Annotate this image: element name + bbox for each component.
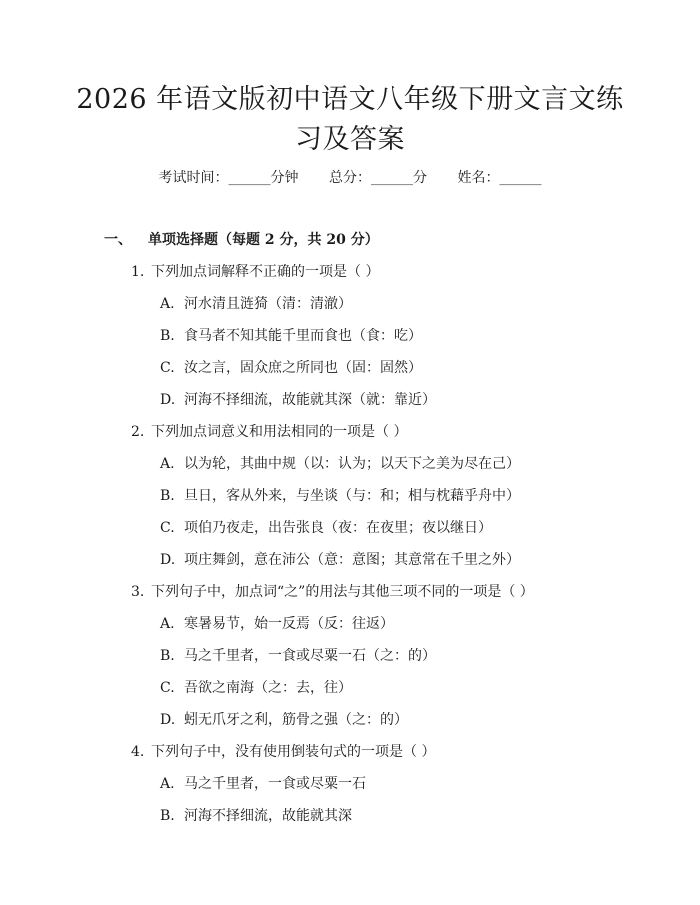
option-text: 河海不择细流，故能就其深 xyxy=(184,808,352,824)
question-3-option-a xyxy=(160,614,394,634)
option-letter: C. xyxy=(160,520,175,536)
option-letter: B. xyxy=(160,808,175,824)
option-text: 寒暑易节，始一反焉（反：往返） xyxy=(184,616,394,632)
question-text: 下列句子中，没有使用倒装句式的一项是（ ） xyxy=(151,744,436,760)
question-1-option-a xyxy=(160,294,352,314)
option-text: 食马者不知其能千里而食也（食：吃） xyxy=(184,328,422,344)
option-letter: D. xyxy=(160,712,176,728)
option-text: 以为轮，其曲中规（以：认为；以天下之美为尽在己） xyxy=(184,456,520,472)
question-2-option-a xyxy=(160,454,520,474)
question-text: 下列加点词意义和用法相同的一项是（ ） xyxy=(151,424,408,440)
exam-time-field: 考试时间：______分钟 xyxy=(158,170,299,186)
option-letter: A. xyxy=(160,616,175,632)
question-4-option-b xyxy=(160,806,352,826)
exam-info xyxy=(0,168,700,188)
question-3-stem xyxy=(131,582,534,602)
section-heading xyxy=(104,230,379,250)
question-text: 下列加点词解释不正确的一项是（ ） xyxy=(151,264,380,280)
question-2-option-d xyxy=(160,550,520,570)
option-text: 马之千里者，一食或尽粟一石 xyxy=(184,776,366,792)
option-letter: C. xyxy=(160,680,175,696)
option-letter: D. xyxy=(160,552,176,568)
option-letter: B. xyxy=(160,328,175,344)
option-text: 项伯乃夜走，出告张良（夜：在夜里；夜以继日） xyxy=(184,520,492,536)
question-text: 下列句子中，加点词“之”的用法与其他三项不同的一项是（ ） xyxy=(151,584,534,600)
question-number: 2. xyxy=(131,424,145,440)
question-4-stem xyxy=(131,742,435,762)
option-text: 吾欲之南海（之：去，往） xyxy=(184,680,352,696)
title-line-2: 习及答案 xyxy=(295,124,405,155)
question-3-option-d xyxy=(160,710,408,730)
option-text: 河海不择细流，故能就其深（就：靠近） xyxy=(184,392,436,408)
section-title: 单项选择题（每题 2 分，共 20 分） xyxy=(148,232,379,248)
option-letter: A. xyxy=(160,296,175,312)
question-2-option-c xyxy=(160,518,492,538)
question-number: 3. xyxy=(131,584,145,600)
option-letter: B. xyxy=(160,488,175,504)
total-score-field: 总分：______分 xyxy=(329,170,427,186)
question-number: 1. xyxy=(131,264,145,280)
name-field: 姓名：______ xyxy=(457,170,542,186)
document-title xyxy=(60,80,640,160)
question-1-option-b xyxy=(160,326,422,346)
question-1-option-d xyxy=(160,390,436,410)
question-1-option-c xyxy=(160,358,422,378)
question-1-stem xyxy=(131,262,379,282)
question-2-stem xyxy=(131,422,407,442)
option-text: 旦日，客从外来，与坐谈（与：和；相与枕藉乎舟中） xyxy=(184,488,520,504)
question-3-option-b xyxy=(160,646,436,666)
option-letter: C. xyxy=(160,360,175,376)
section-number: 一、 xyxy=(104,232,132,248)
option-letter: B. xyxy=(160,648,175,664)
question-number: 4. xyxy=(131,744,145,760)
option-letter: D. xyxy=(160,392,176,408)
option-text: 项庄舞剑，意在沛公（意：意图；其意常在千里之外） xyxy=(184,552,520,568)
option-text: 马之千里者，一食或尽粟一石（之：的） xyxy=(184,648,436,664)
question-2-option-b xyxy=(160,486,520,506)
option-text: 蚓无爪牙之利，筋骨之强（之：的） xyxy=(184,712,408,728)
option-letter: A. xyxy=(160,776,175,792)
option-text: 汝之言，固众庶之所同也（固：固然） xyxy=(184,360,422,376)
option-text: 河水清且涟猗（清：清澈） xyxy=(184,296,352,312)
title-line-1: 2026 年语文版初中语文八年级下册文言文练 xyxy=(76,84,624,115)
question-4-option-a xyxy=(160,774,366,794)
question-3-option-c xyxy=(160,678,352,698)
option-letter: A. xyxy=(160,456,175,472)
